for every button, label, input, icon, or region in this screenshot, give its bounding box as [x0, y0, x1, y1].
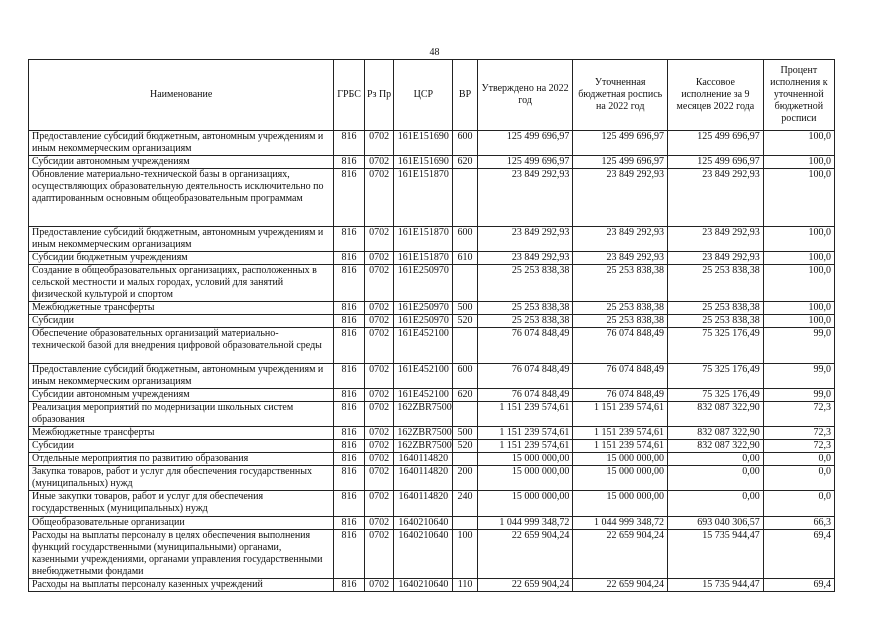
cell-name: Предоставление субсидий бюджетным, автономным учреждениям и иным некоммерческим организациям [29, 227, 334, 252]
cell-name: Межбюджетные трансферты [29, 302, 334, 315]
cell-approved: 1 151 239 574,61 [477, 440, 573, 453]
cell-refined: 76 074 848,49 [573, 389, 668, 402]
cell-cash: 832 087 322,90 [668, 427, 764, 440]
cell-name: Закупка товаров, работ и услуг для обеспечения государственных (муниципальных) нужд [29, 466, 334, 491]
cell-csr: 1640114820 [394, 466, 453, 491]
cell-cash: 832 087 322,90 [668, 402, 764, 427]
cell-percent: 69,4 [763, 530, 834, 579]
table-row [29, 265, 835, 302]
cell-grbs: 816 [334, 252, 365, 265]
cell-grbs: 816 [334, 517, 365, 530]
table-row [29, 517, 835, 530]
cell-approved: 25 253 838,38 [477, 302, 573, 315]
cell-refined: 1 151 239 574,61 [573, 402, 668, 427]
cell-cash: 0,00 [668, 453, 764, 466]
cell-cash: 693 040 306,57 [668, 517, 764, 530]
header-rzpr: Рз Пр [364, 60, 394, 131]
header-approved: Утверждено на 2022 год [477, 60, 573, 131]
cell-rzpr: 0702 [364, 453, 394, 466]
cell-csr: 161E151690 [394, 156, 453, 169]
table-row [29, 252, 835, 265]
cell-approved: 1 151 239 574,61 [477, 402, 573, 427]
cell-csr: 162ZBR7500 [394, 440, 453, 453]
cell-csr: 161E452100 [394, 328, 453, 364]
header-percent: Процент исполнения к уточненной бюджетной росписи [763, 60, 834, 131]
table-header [29, 60, 835, 131]
cell-vr: 240 [453, 491, 477, 517]
cell-approved: 15 000 000,00 [477, 491, 573, 517]
cell-csr: 1640114820 [394, 453, 453, 466]
cell-vr: 200 [453, 466, 477, 491]
cell-rzpr: 0702 [364, 328, 394, 364]
cell-approved: 23 849 292,93 [477, 227, 573, 252]
cell-percent: 100,0 [763, 169, 834, 227]
cell-percent: 100,0 [763, 302, 834, 315]
cell-refined: 76 074 848,49 [573, 364, 668, 389]
cell-refined: 25 253 838,38 [573, 315, 668, 328]
cell-name: Иные закупки товаров, работ и услуг для обеспечения государственных (муниципальных) нужд [29, 491, 334, 517]
cell-approved: 22 659 904,24 [477, 579, 573, 592]
cell-cash: 75 325 176,49 [668, 328, 764, 364]
table-row [29, 328, 835, 364]
cell-cash: 25 253 838,38 [668, 265, 764, 302]
cell-approved: 23 849 292,93 [477, 252, 573, 265]
cell-name: Отдельные мероприятия по развитию образования [29, 453, 334, 466]
cell-refined: 22 659 904,24 [573, 579, 668, 592]
cell-name: Субсидии [29, 315, 334, 328]
cell-csr: 161E250970 [394, 265, 453, 302]
cell-rzpr: 0702 [364, 156, 394, 169]
cell-cash: 23 849 292,93 [668, 169, 764, 227]
cell-cash: 25 253 838,38 [668, 315, 764, 328]
cell-refined: 1 044 999 348,72 [573, 517, 668, 530]
cell-approved: 25 253 838,38 [477, 265, 573, 302]
table-row [29, 579, 835, 592]
table-row [29, 227, 835, 252]
table-row [29, 131, 835, 156]
cell-approved: 25 253 838,38 [477, 315, 573, 328]
table-row [29, 302, 835, 315]
budget-execution-table [28, 59, 835, 592]
cell-name: Обновление материально-технической базы в организациях, осуществляющих образовательную деятельность исключительно по адаптированным основным общеобразовательным программам [29, 169, 334, 227]
table-row [29, 466, 835, 491]
cell-vr: 520 [453, 440, 477, 453]
cell-cash: 75 325 176,49 [668, 389, 764, 402]
cell-csr: 161E151690 [394, 131, 453, 156]
cell-rzpr: 0702 [364, 466, 394, 491]
cell-grbs: 816 [334, 169, 365, 227]
cell-name: Реализация мероприятий по модернизации школьных систем образования [29, 402, 334, 427]
page-number: 48 [429, 47, 440, 58]
cell-refined: 25 253 838,38 [573, 265, 668, 302]
cell-csr: 1640210640 [394, 530, 453, 579]
cell-vr: 600 [453, 131, 477, 156]
cell-name: Создание в общеобразовательных организациях, расположенных в сельской местности и малых городах, условий для занятий физической культурой и спортом [29, 265, 334, 302]
cell-refined: 15 000 000,00 [573, 453, 668, 466]
cell-csr: 162ZBR7500 [394, 427, 453, 440]
cell-percent: 100,0 [763, 252, 834, 265]
cell-csr: 162ZBR7500 [394, 402, 453, 427]
cell-cash: 23 849 292,93 [668, 227, 764, 252]
cell-vr: 500 [453, 427, 477, 440]
cell-grbs: 816 [334, 579, 365, 592]
cell-vr [453, 453, 477, 466]
cell-grbs: 816 [334, 156, 365, 169]
cell-vr: 620 [453, 389, 477, 402]
cell-approved: 1 151 239 574,61 [477, 427, 573, 440]
cell-rzpr: 0702 [364, 302, 394, 315]
cell-grbs: 816 [334, 427, 365, 440]
cell-grbs: 816 [334, 389, 365, 402]
cell-name: Субсидии автономным учреждениям [29, 156, 334, 169]
cell-name: Предоставление субсидий бюджетным, автономным учреждениям и иным некоммерческим организациям [29, 131, 334, 156]
cell-rzpr: 0702 [364, 252, 394, 265]
cell-rzpr: 0702 [364, 389, 394, 402]
header-vr: ВР [453, 60, 477, 131]
cell-csr: 161E250970 [394, 315, 453, 328]
cell-rzpr: 0702 [364, 517, 394, 530]
cell-percent: 69,4 [763, 579, 834, 592]
cell-vr: 620 [453, 156, 477, 169]
cell-cash: 125 499 696,97 [668, 156, 764, 169]
cell-percent: 99,0 [763, 328, 834, 364]
cell-rzpr: 0702 [364, 579, 394, 592]
cell-vr [453, 169, 477, 227]
cell-percent: 0,0 [763, 466, 834, 491]
cell-vr: 110 [453, 579, 477, 592]
cell-grbs: 816 [334, 466, 365, 491]
cell-refined: 23 849 292,93 [573, 227, 668, 252]
cell-cash: 0,00 [668, 466, 764, 491]
cell-cash: 15 735 944,47 [668, 530, 764, 579]
cell-cash: 832 087 322,90 [668, 440, 764, 453]
cell-approved: 15 000 000,00 [477, 466, 573, 491]
cell-percent: 99,0 [763, 364, 834, 389]
cell-refined: 25 253 838,38 [573, 302, 668, 315]
cell-approved: 1 044 999 348,72 [477, 517, 573, 530]
cell-refined: 1 151 239 574,61 [573, 427, 668, 440]
cell-percent: 72,3 [763, 402, 834, 427]
cell-refined: 15 000 000,00 [573, 466, 668, 491]
cell-name: Обеспечение образовательных организаций материально-технической базой для внедрения цифровой образовательной среды [29, 328, 334, 364]
cell-csr: 161E151870 [394, 169, 453, 227]
cell-percent: 66,3 [763, 517, 834, 530]
cell-name: Предоставление субсидий бюджетным, автономным учреждениям и иным некоммерческим организациям [29, 364, 334, 389]
cell-percent: 72,3 [763, 440, 834, 453]
cell-vr: 600 [453, 227, 477, 252]
cell-cash: 23 849 292,93 [668, 252, 764, 265]
cell-vr: 520 [453, 315, 477, 328]
cell-cash: 25 253 838,38 [668, 302, 764, 315]
cell-name: Общеобразовательные организации [29, 517, 334, 530]
cell-grbs: 816 [334, 453, 365, 466]
cell-percent: 99,0 [763, 389, 834, 402]
header-csr: ЦСР [394, 60, 453, 131]
cell-percent: 0,0 [763, 491, 834, 517]
cell-name: Межбюджетные трансферты [29, 427, 334, 440]
cell-refined: 23 849 292,93 [573, 169, 668, 227]
table-row [29, 440, 835, 453]
cell-percent: 72,3 [763, 427, 834, 440]
header-grbs: ГРБС [334, 60, 365, 131]
cell-vr [453, 328, 477, 364]
cell-approved: 125 499 696,97 [477, 131, 573, 156]
cell-grbs: 816 [334, 302, 365, 315]
cell-refined: 76 074 848,49 [573, 328, 668, 364]
cell-rzpr: 0702 [364, 364, 394, 389]
table-row [29, 389, 835, 402]
table-row [29, 169, 835, 227]
table-row [29, 402, 835, 427]
cell-refined: 1 151 239 574,61 [573, 440, 668, 453]
cell-refined: 22 659 904,24 [573, 530, 668, 579]
table-row [29, 530, 835, 579]
cell-grbs: 816 [334, 265, 365, 302]
cell-cash: 125 499 696,97 [668, 131, 764, 156]
table-row [29, 453, 835, 466]
cell-csr: 161E452100 [394, 389, 453, 402]
table-row [29, 427, 835, 440]
cell-grbs: 816 [334, 530, 365, 579]
cell-csr: 161E151870 [394, 227, 453, 252]
table-body [29, 131, 835, 592]
cell-rzpr: 0702 [364, 315, 394, 328]
cell-cash: 0,00 [668, 491, 764, 517]
cell-approved: 15 000 000,00 [477, 453, 573, 466]
cell-rzpr: 0702 [364, 265, 394, 302]
cell-csr: 161E452100 [394, 364, 453, 389]
cell-refined: 125 499 696,97 [573, 156, 668, 169]
cell-rzpr: 0702 [364, 491, 394, 517]
cell-rzpr: 0702 [364, 440, 394, 453]
cell-csr: 1640210640 [394, 579, 453, 592]
cell-name: Субсидии автономным учреждениям [29, 389, 334, 402]
cell-rzpr: 0702 [364, 530, 394, 579]
cell-name: Расходы на выплаты персоналу казенных учреждений [29, 579, 334, 592]
cell-rzpr: 0702 [364, 227, 394, 252]
cell-grbs: 816 [334, 491, 365, 517]
cell-approved: 22 659 904,24 [477, 530, 573, 579]
cell-approved: 23 849 292,93 [477, 169, 573, 227]
cell-approved: 125 499 696,97 [477, 156, 573, 169]
cell-csr: 1640114820 [394, 491, 453, 517]
cell-grbs: 816 [334, 328, 365, 364]
cell-grbs: 816 [334, 227, 365, 252]
cell-percent: 100,0 [763, 227, 834, 252]
header-cash: Кассовое исполнение за 9 месяцев 2022 года [668, 60, 764, 131]
cell-cash: 75 325 176,49 [668, 364, 764, 389]
cell-csr: 1640210640 [394, 517, 453, 530]
cell-approved: 76 074 848,49 [477, 364, 573, 389]
cell-grbs: 816 [334, 440, 365, 453]
cell-rzpr: 0702 [364, 427, 394, 440]
cell-percent: 100,0 [763, 265, 834, 302]
cell-vr [453, 265, 477, 302]
cell-percent: 0,0 [763, 453, 834, 466]
cell-name: Субсидии бюджетным учреждениям [29, 252, 334, 265]
cell-vr [453, 517, 477, 530]
cell-name: Расходы на выплаты персоналу в целях обеспечения выполнения функций государственными (муниципальными) органами, казенными учреждениями, органами управления государственными внебюджетными фондами [29, 530, 334, 579]
cell-csr: 161E151870 [394, 252, 453, 265]
cell-refined: 125 499 696,97 [573, 131, 668, 156]
cell-approved: 76 074 848,49 [477, 389, 573, 402]
cell-rzpr: 0702 [364, 131, 394, 156]
cell-percent: 100,0 [763, 156, 834, 169]
cell-refined: 15 000 000,00 [573, 491, 668, 517]
cell-vr: 500 [453, 302, 477, 315]
cell-grbs: 816 [334, 315, 365, 328]
cell-vr: 600 [453, 364, 477, 389]
table-row [29, 491, 835, 517]
cell-rzpr: 0702 [364, 402, 394, 427]
cell-percent: 100,0 [763, 131, 834, 156]
cell-approved: 76 074 848,49 [477, 328, 573, 364]
cell-csr: 161E250970 [394, 302, 453, 315]
table-row [29, 156, 835, 169]
cell-refined: 23 849 292,93 [573, 252, 668, 265]
cell-grbs: 816 [334, 364, 365, 389]
cell-grbs: 816 [334, 131, 365, 156]
cell-percent: 100,0 [763, 315, 834, 328]
cell-vr [453, 402, 477, 427]
cell-rzpr: 0702 [364, 169, 394, 227]
cell-name: Субсидии [29, 440, 334, 453]
header-name: Наименование [29, 60, 334, 131]
table-row [29, 364, 835, 389]
cell-vr: 100 [453, 530, 477, 579]
header-refined: Уточненная бюджетная роспись на 2022 год [573, 60, 668, 131]
cell-vr: 610 [453, 252, 477, 265]
table-row [29, 315, 835, 328]
cell-cash: 15 735 944,47 [668, 579, 764, 592]
cell-grbs: 816 [334, 402, 365, 427]
